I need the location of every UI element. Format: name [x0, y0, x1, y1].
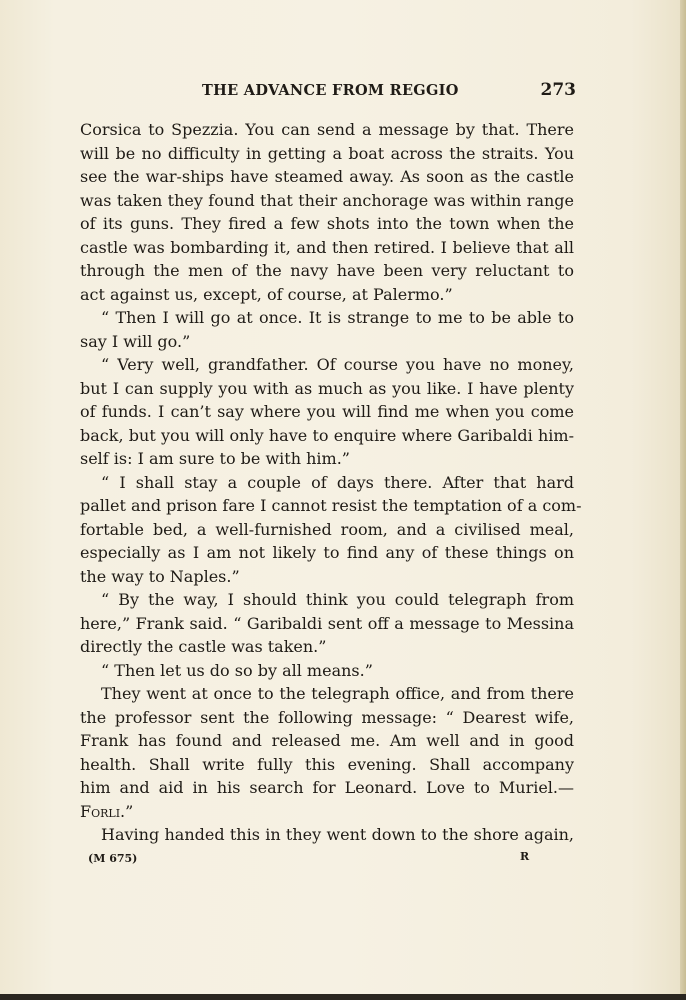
running-title: THE ADVANCE FROM REGGIO — [202, 82, 459, 99]
text-line: directly the castle was taken.” — [80, 637, 327, 656]
text-line: say I will go.” — [80, 331, 191, 351]
page-header — [80, 80, 576, 104]
text-line: health. Shall write fully this evening. Shall accompany — [80, 754, 574, 774]
text-line: here,” Frank said. “ Garibaldi sent off a message to Messina — [80, 613, 574, 633]
scan-bottom-edge — [0, 994, 686, 1000]
text-line: castle was bombarding it, and then retired. I believe that all — [80, 237, 574, 257]
text-line: “ I shall stay a couple of days there. After that hard — [101, 472, 574, 492]
text-line: self is: I am sure to be with him.” — [80, 449, 350, 468]
text-line: “ Then I will go at once. It is strange to me to be able to — [101, 308, 574, 327]
text-line: act against us, except, of course, at Palermo.” — [80, 284, 453, 304]
text-line: Frank has found and released me. Am well and in good — [80, 731, 574, 750]
text-line: pallet and prison fare I cannot resist the temptation of a com- — [80, 496, 582, 515]
text-line: the professor sent the following message: “ Dearest wife, — [80, 707, 574, 727]
page-number: 273 — [540, 80, 576, 100]
text-line: “ Very well, grandfather. Of course you have no money, — [101, 355, 574, 374]
body-text — [80, 118, 582, 847]
text-line: especially as I am not likely to find any of these things on — [80, 543, 574, 562]
text-line: “ Then let us do so by all means.” — [101, 660, 373, 680]
text-line: Corsica to Spezzia. You can send a message by that. There — [80, 120, 574, 139]
text-line: back, but you will only have to enquire where Garibaldi him- — [80, 425, 574, 445]
text-line: the way to Naples.” — [80, 566, 240, 586]
text-line: but I can supply you with as much as you like. I have plenty — [80, 378, 574, 398]
signature-mark: (M 675) — [88, 852, 138, 865]
text-line: They went at once to the telegraph office, and from there — [101, 684, 574, 703]
text-line: will be no difficulty in getting a boat across the straits. You — [80, 143, 574, 163]
text-line: “ By the way, I should think you could telegraph from — [101, 590, 574, 609]
text-line: of funds. I can’t say where you will find me when you come — [80, 402, 574, 421]
text-line: of its guns. They fired a few shots into the town when the — [80, 214, 574, 233]
text-line: him and aid in his search for Leonard. Love to Muriel.— — [80, 778, 574, 797]
text-line: through the men of the navy have been very reluctant to — [80, 261, 574, 280]
text-line: Having handed this in they went down to the shore again, — [101, 825, 574, 844]
page-edge-shadow — [680, 0, 686, 1000]
gathering-letter: R — [520, 850, 530, 863]
text-line: fortable bed, a well-furnished room, and a civilised meal, — [80, 519, 574, 539]
text-line: see the war-ships have steamed away. As soon as the castle — [80, 167, 574, 186]
text-line: was taken they found that their anchorage was within range — [80, 190, 574, 210]
text-line: Forli.” — [80, 801, 134, 821]
